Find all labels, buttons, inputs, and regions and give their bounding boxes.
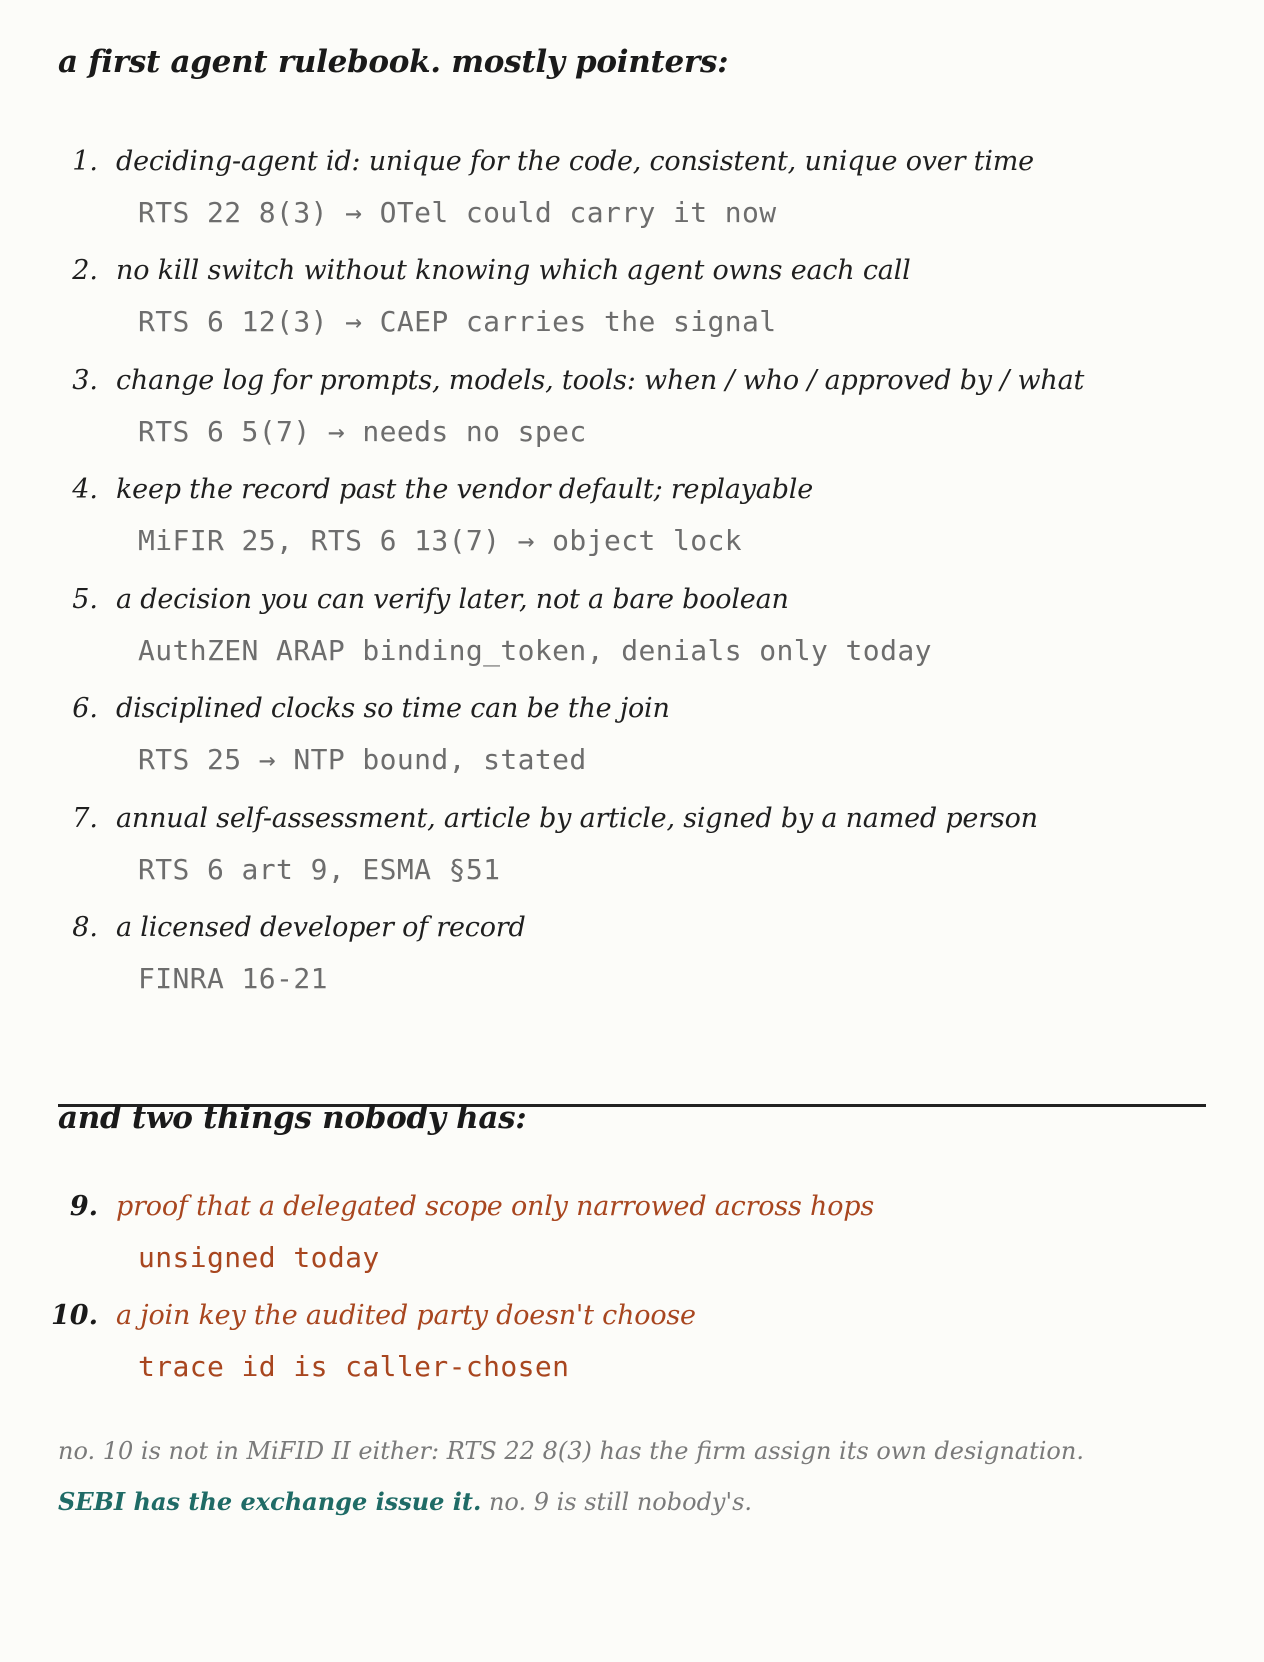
item-reference: RTS 22 8(3) → OTel could carry it now [138,196,777,229]
item-title: a join key the audited party doesn't choose [116,1300,696,1331]
item-title: change log for prompts, models, tools: when / who / approved by / what [116,365,1085,396]
item-number: 3. [72,365,98,396]
item-title: proof that a delegated scope only narrowed across hops [116,1191,875,1222]
item-reference: trace id is caller-chosen [138,1350,570,1383]
footnote-accent: SEBI has the exchange issue it. [58,1487,482,1516]
item-title: no kill switch without knowing which agent owns each call [116,255,911,286]
footnote-line-1: no. 10 is not in MiFID II either: RTS 22 8(3) has the firm assign its own designation. [58,1437,1084,1465]
item-reference: RTS 6 art 9, ESMA §51 [138,853,501,886]
item-title: disciplined clocks so time can be the join [116,693,670,724]
item-title: deciding-agent id: unique for the code, consistent, unique over time [116,146,1034,177]
open-items-heading: and two things nobody has: [58,1100,527,1136]
item-number: 1. [72,146,98,177]
item-reference: RTS 6 12(3) → CAEP carries the signal [138,305,777,338]
item-reference: MiFIR 25, RTS 6 13(7) → object lock [138,524,743,557]
item-reference: FINRA 16-21 [138,962,328,995]
item-number: 2. [72,255,98,286]
main-heading: a first agent rulebook. mostly pointers: [58,44,729,80]
item-title: annual self-assessment, article by article, signed by a named person [116,803,1038,834]
item-title: keep the record past the vendor default; replayable [116,474,813,505]
item-number: 6. [72,693,98,724]
item-number: 8. [72,912,98,943]
item-reference: RTS 25 → NTP bound, stated [138,743,587,776]
item-number: 5. [72,584,98,615]
item-number: 4. [72,474,98,505]
item-number: 9. [69,1191,98,1222]
item-number: 7. [72,803,98,834]
item-reference: unsigned today [138,1241,380,1274]
footnote-rest: no. 9 is still nobody's. [481,1488,753,1516]
footnote-line-2 [58,1487,752,1516]
item-title: a decision you can verify later, not a bare boolean [116,584,789,615]
item-title: a licensed developer of record [116,912,526,943]
item-number: 10. [51,1300,98,1331]
item-reference: RTS 6 5(7) → needs no spec [138,415,587,448]
item-reference: AuthZEN ARAP binding_token, denials only today [138,634,932,667]
